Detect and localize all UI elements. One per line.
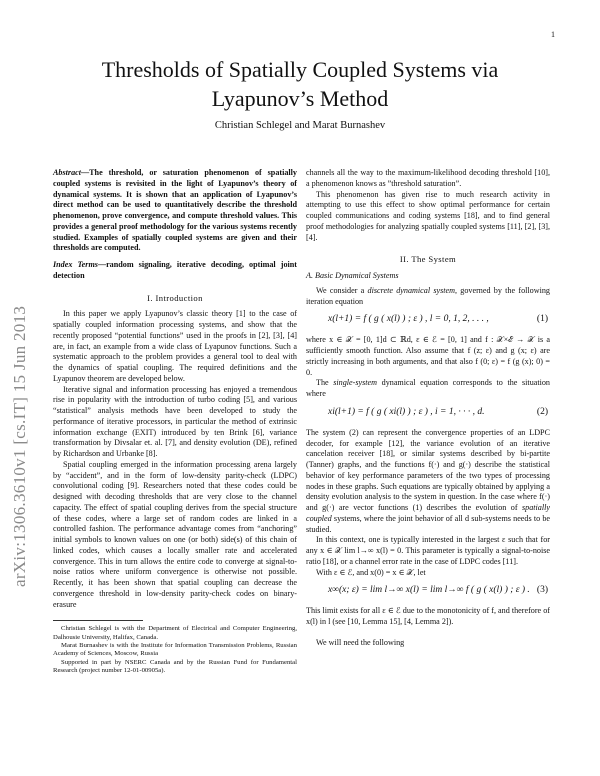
left-column <box>53 168 297 676</box>
right-column <box>306 168 550 649</box>
intro-paragraph-1: In this paper we apply Lyapunov’s classic theory [1] to the case of spatially coupled information processing systems, and show that the recently proposed “potential functions” used in the proofs in [2], [3], [4] are, in fact, an example from a wide class of Lyapunov functions. Such a systematic approach to the problem provides a general tool to deal with the dynamics of spatial coupling. The required definitions and the Lyapunov theorem are developed below. <box>53 309 297 383</box>
system-em: spatially coupled <box>306 503 550 523</box>
continued-paragraph: channels all the way to the maximum-likelihood decoding threshold [10], a phenomenon knows as ”threshold saturation”. <box>306 168 550 188</box>
single-em: single-system <box>333 378 378 388</box>
paragraph-system <box>306 428 550 536</box>
footnotes <box>53 625 297 675</box>
system-pre: The system (2) can represent the convergence properties of an LDPC decoder, for example [12], the variance evolution of an iterative cancelation receiver [18], or similar systems described by bi-partite (Tanner) graphs, and the functions f(·) and g(·) describe the statistical behavior of key performance parameters of the two types of processing nodes in these graphs. Such equations are typically obtained by applying a density evolution analysis to the system in question. In the case where f(·) and g(·) are vector functions (1) describes the evolution of <box>306 427 550 512</box>
paragraph-phenomenon: This phenomenon has given rise to much research activity in attempting to use this effect to show optimal performance for certain coupled communications and coding systems [18], and to find general proof methodologies for analyzing spatially coupled systems [11], [2], [3], [4]. <box>306 189 550 242</box>
equation-3 <box>306 580 550 604</box>
index-terms <box>53 260 297 282</box>
equation-2-body: xi(l+1) = f ( g ( xi(l) ) ; ε ) , i = 1, · · · , d. <box>328 406 485 417</box>
abstract-label: Abstract <box>53 168 81 177</box>
single-post: dynamical equation corresponds to the situation where <box>306 378 550 398</box>
equation-2 <box>306 402 550 426</box>
equation-2-number: (2) <box>536 406 548 417</box>
system-post: systems, where the joint behavior of all d sub-systems needs to be studied. <box>306 513 550 534</box>
authors: Christian Schlegel and Marat Burnashev <box>214 120 386 131</box>
paragraph-with: With ε ∈ ℰ, and x(0) = x ∈ 𝒳, let <box>316 567 426 577</box>
paragraph-consider <box>306 286 550 308</box>
subsection-heading-basic: A. Basic Dynamical Systems <box>306 271 399 280</box>
page-number: 1 <box>551 30 555 39</box>
paragraph-context: In this context, one is typically interested in the largest ε such that for any x ∈ 𝒳 lim l→∞ x(l) = 0. This parameter is typically a signal-to-noise ratio [18], or a channel error rate in the case of LDPC codes [11]. <box>306 535 550 566</box>
equation-3-body: x∞(x; ε) = lim l→∞ x(l) = lim l→∞ f ( g ( x(l) ) ; ε ) . <box>328 585 530 596</box>
index-terms-text: —random signaling, iterative decoding, optimal joint detection <box>53 260 297 280</box>
consider-em: discrete dynamical system <box>367 285 455 295</box>
arxiv-stamp-text: arXiv:1306.3610v1 [cs.IT] 15 Jun 2013 <box>10 305 29 587</box>
section-heading-system: II. The System <box>399 254 457 265</box>
footnote-1: Christian Schlegel is with the Department of Electrical and Computer Engineering, Dalhousie University, Halifax, Canada. <box>53 625 297 641</box>
abstract-text: —The threshold, or saturation phenomenon of spatially coupled systems is revisited in the light of Lyapunov’s theory of dynamical systems. It is shown that an application of Lyapunov’s direct method can be used to quantitatively describe the threshold phenomenon, prove convergence, and compute threshold values. This provides a general proof methodology for the various systems recently studied. Examples of spatially coupled systems are given and their thresholds are computed. <box>53 168 297 253</box>
section-heading-introduction: I. Introduction <box>147 292 203 303</box>
footnote-3: Supported in part by NSERC Canada and by the Russian Fund for Fundamental Research (project number 12-01-00905a). <box>53 658 297 675</box>
arxiv-stamp <box>6 215 32 590</box>
footnote-2: Marat Burnashev is with the Institute for Information Transmission Problems, Russian Academy of Sciences, Moscow, Russia <box>53 642 297 658</box>
paragraph-single-system <box>306 378 550 400</box>
equation-1 <box>306 309 550 333</box>
consider-post: , governed by the following iteration equation <box>306 285 550 306</box>
index-terms-label: Index Terms <box>53 260 98 269</box>
abstract <box>53 168 297 254</box>
paragraph-need: We will need the following <box>316 637 405 647</box>
paragraph-limit: This limit exists for all ε ∈ ℰ due to the monotonicity of f, and therefore of x(l) in l (see [10, Lemma 15], [4, Lemma 2]). <box>306 606 550 626</box>
equation-1-number: (1) <box>536 314 548 325</box>
paper-title: Thresholds of Spatially Coupled Systems via Lyapunov’s Method <box>101 57 499 111</box>
equation-3-number: (3) <box>536 585 548 596</box>
intro-paragraph-2: Iterative signal and information processing has enjoyed a tremendous rise in popularity with the introduction of turbo coding [5], and various “statistical” analysis methods have been developed to study the performance of iterative processors, in particular the method of extrinsic information exchange (EXIT) introduced by ten Brink [6], variance transformation by Divsalar et. al. [7], and density evolution (DE), refined by Richardson and Urbanke [8]. <box>53 384 297 458</box>
paragraph-where: where x ∈ 𝒳 = [0, 1]d ⊂ ℝd, ε ∈ ℰ = [0, 1] and f : 𝒳×ℰ → 𝒳 is a sufficiently smooth function. Also assume that f (z; ε) and g (x; ε) are strictly increasing in both arguments, and that also f (0; ε) = f (g (x); 0) = 0. <box>306 335 550 377</box>
equation-1-body: x(l+1) = f ( g ( x(l) ) ; ε ) , l = 0, 1, 2, . . . , <box>328 314 489 325</box>
intro-paragraph-3: Spatial coupling emerged in the information processing arena largely by “accident”, and in the form of low-density parity-check (LDPC) convolutional coding [9]. Researchers noted that these codes could be designed with decoding thresholds that are very close to the channel capacity. The effect of spatial coupling derives from the special structure of these codes, where a large set of random codes are linked in a controlled fashion. The performance advantage comes from “anchoring” initial symbols to known values on one (or both) side(s) of this chain of linked codes, which causes a locally smaller rate and accelerated convergence. This in turn allows the entire code to converge at signal-to-noise ratios where uniform convergence is otherwise not possible. Recently, it has been shown that spatial coupling can decrease the convergence threshold in low-density parity-check codes on binary-erasure <box>53 459 297 609</box>
consider-pre: We consider a <box>316 285 368 295</box>
footnote-rule <box>53 620 143 621</box>
single-pre: The <box>316 378 334 388</box>
